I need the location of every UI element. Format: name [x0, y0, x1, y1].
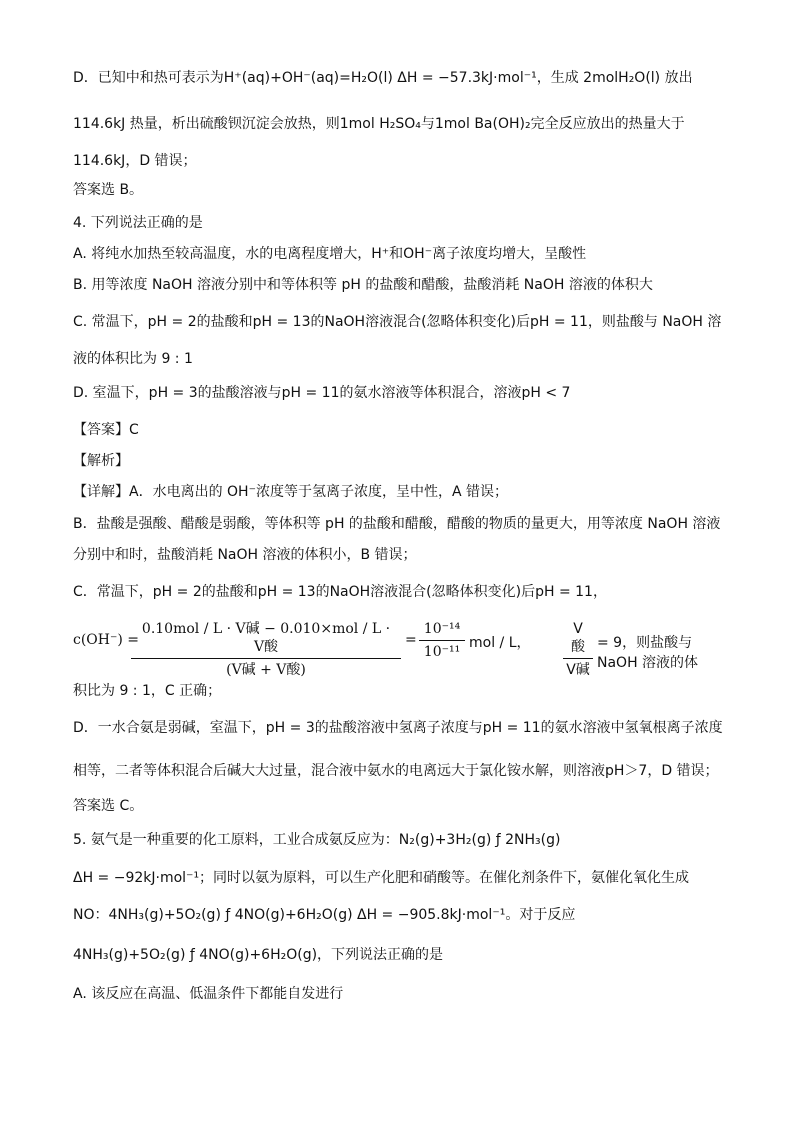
explanation-d: D．一水合氨是弱碱，室温下，pH = 3的盐酸溶液中氢离子浓度与pH = 11的氨水溶液中氢氧根离子浓度 [73, 720, 723, 736]
formula-unit: mol / L， [469, 635, 531, 651]
formula-lhs: c(OH⁻) = [73, 632, 140, 648]
fraction-main-denominator: (V碱 + V酸) [226, 662, 306, 678]
option-c: C. 常温下，pH = 2的盐酸和pH = 13的NaOH溶液混合(忽略体积变化)后pH = 11，则盐酸与 NaOH 溶 [73, 314, 722, 330]
option-c-cont: 液的体积比为 9 : 1 [73, 351, 193, 367]
question-5-text: 4NH₃(g)+5O₂(g) ƒ 4NO(g)+6H₂O(g)，下列说法正确的是 [73, 947, 444, 963]
explanation-c-cont: 积比为 9 : 1，C 正确； [73, 683, 222, 699]
fraction-kw-denominator: 10⁻¹¹ [423, 644, 461, 660]
fraction-main [131, 620, 401, 679]
option-b: B. 用等浓度 NaOH 溶液分别中和等体积等 pH 的盐酸和醋酸，盐酸消耗 NaOH 溶液的体积大 [73, 277, 653, 293]
fraction-kw [419, 620, 465, 661]
answer-label: 【答案】C [73, 422, 139, 438]
fraction-main-numerator: 0.10mol / L · V碱 − 0.010×mol / L · V酸 [131, 620, 401, 659]
text-line: D．已知中和热可表示为H⁺(aq)+OH⁻(aq)=H₂O(l) ΔH = −57.3kJ·mol⁻¹，生成 2molH₂O(l) 放出 [73, 70, 693, 86]
question-5-option-a: A. 该反应在高温、低温条件下都能自发进行 [73, 986, 344, 1002]
text-line: 114.6kJ 热量，析出硫酸钡沉淀会放热，则1mol H₂SO₄与1mol Ba(OH)₂完全反应放出的热量大于 [73, 116, 685, 132]
question-5-text: NO：4NH₃(g)+5O₂(g) ƒ 4NO(g)+6H₂O(g) ΔH = −905.8kJ·mol⁻¹。对于反应 [73, 907, 576, 923]
question-5-stem: 5. 氨气是一种重要的化工原料，工业合成氨反应为：N₂(g)+3H₂(g) ƒ 2NH₃(g) [73, 832, 561, 848]
explanation-b-cont: 分别中和时，盐酸消耗 NaOH 溶液的体积小，B 错误； [73, 547, 417, 563]
question-5-text: ΔH = −92kJ·mol⁻¹；同时以氨为原料，可以生产化肥和硝酸等。在催化剂条件下，氨催化氧化生成 [73, 870, 690, 886]
formula-tail: = 9，则盐酸与 NaOH 溶液的体 [597, 635, 699, 671]
text-line: 114.6kJ，D 错误； [73, 153, 197, 169]
fraction-volume-numerator: V酸 [563, 620, 593, 659]
hydroxide-concentration-formula [73, 618, 733, 678]
explanation-a: 【详解】A．水电离出的 OH⁻浓度等于氢离子浓度，呈中性，A 错误； [73, 484, 508, 500]
text-line: 答案选 B。 [73, 182, 144, 198]
fraction-kw-numerator: 10⁻¹⁴ [419, 620, 465, 641]
formula-equals: = [405, 632, 417, 648]
analysis-label: 【解析】 [73, 453, 129, 469]
answer-conclusion: 答案选 C。 [73, 798, 144, 814]
explanation-c: C．常温下，pH = 2的盐酸和pH = 13的NaOH溶液混合(忽略体积变化)后pH = 11， [73, 584, 607, 600]
option-a: A. 将纯水加热至较高温度，水的电离程度增大，H⁺和OH⁻离子浓度均增大，呈酸性 [73, 246, 587, 262]
fraction-volume-denominator: V碱 [566, 662, 590, 678]
explanation-b: B．盐酸是强酸、醋酸是弱酸，等体积等 pH 的盐酸和醋酸，醋酸的物质的量更大，用等浓度 NaOH 溶液 [73, 516, 721, 532]
option-d: D. 室温下，pH = 3的盐酸溶液与pH = 11的氨水溶液等体积混合，溶液pH < 7 [73, 385, 571, 401]
question-4-stem: 4. 下列说法正确的是 [73, 215, 203, 231]
fraction-volume-ratio [563, 620, 593, 679]
explanation-d-cont: 相等，二者等体积混合后碱大大过量，混合液中氨水的电离远大于氯化铵水解，则溶液pH＞7，D 错误； [73, 763, 719, 779]
